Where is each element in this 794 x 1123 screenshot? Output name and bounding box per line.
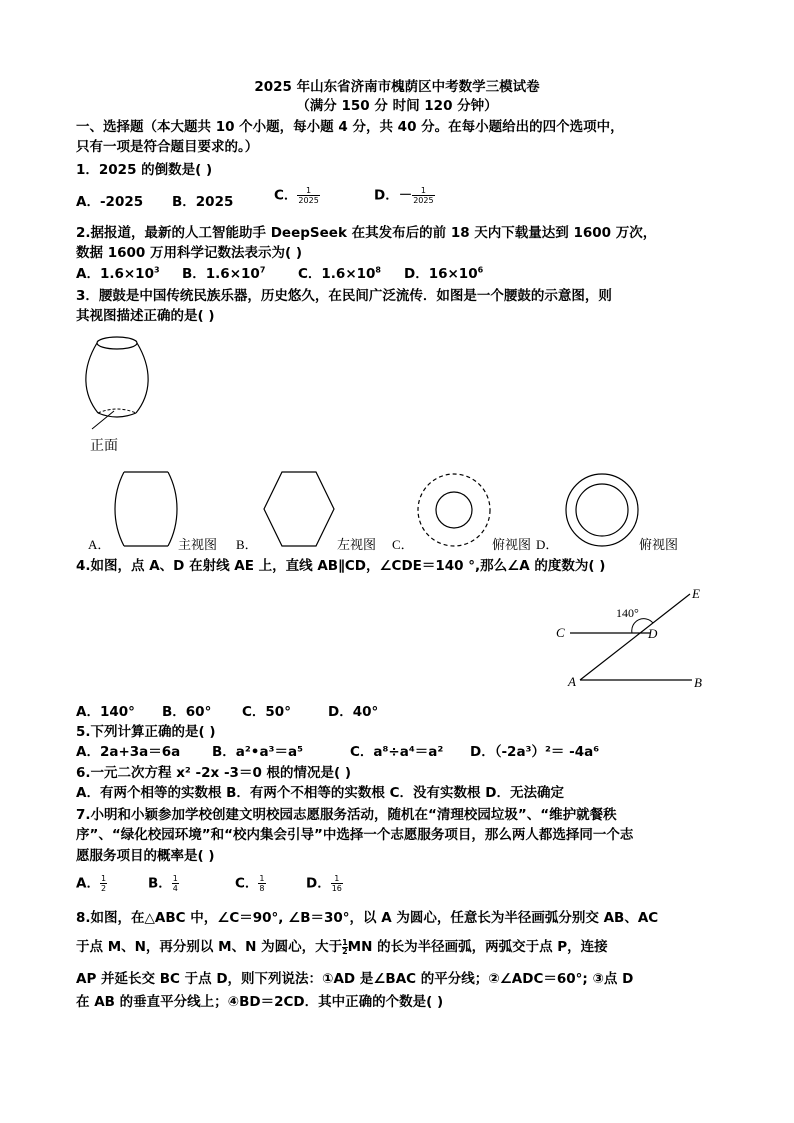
q3-option-b-shape: [262, 470, 338, 550]
q7-c-numerator: 1: [259, 874, 265, 883]
q2-b-exponent: 7: [259, 265, 266, 275]
drum-front-label: 正面: [90, 439, 118, 454]
q7-b-fraction: [172, 874, 179, 893]
q4-point-c: C: [556, 625, 565, 640]
q4-point-a: A: [568, 674, 576, 689]
q7-c-fraction: [258, 874, 265, 893]
q7-a-denominator: 2: [100, 884, 107, 893]
q3-option-c-shape: [416, 472, 492, 548]
q7-d-numerator: 1: [331, 874, 343, 884]
q7-a-numerator: 1: [100, 874, 107, 883]
q4-option-d: D．40°: [328, 704, 379, 720]
q8-half-denominator: 2: [342, 946, 348, 956]
q3-option-d-label: D．: [536, 537, 559, 552]
drum-figure: [84, 333, 164, 443]
q1-stem: 1．2025 的倒数是( ): [76, 162, 213, 178]
section-instructions-line2: 只有一项是符合题目要求的。）: [76, 139, 259, 155]
q2-option-d: [404, 265, 483, 283]
q4-point-b: B: [694, 675, 702, 690]
q7-option-c: [235, 874, 266, 893]
q1-option-d-label: D．－: [374, 187, 413, 204]
q3-option-c-label: C．: [392, 537, 414, 552]
q1-option-c: [274, 186, 320, 205]
q4-geometry-figure: [550, 588, 710, 688]
section-instructions-line1: 一、选择题（本大题共 10 个小题，每小题 4 分，共 40 分。在每小题给出的四个选项中，: [76, 119, 624, 135]
q2-option-b: [182, 265, 265, 283]
q3-option-b-caption: 左视图: [337, 537, 377, 552]
q5-stem: 5.下列计算正确的是( ): [76, 724, 216, 740]
q7-c-label: C．: [235, 875, 259, 892]
q3-option-d-caption: 俯视图: [639, 537, 679, 552]
q8-stem-line1: 8.如图，在△ABC 中，∠C＝90°, ∠B＝30°，以 A 为圆心，任意长为半径画弧分别交 AB、AC: [76, 910, 659, 926]
q8-line2-pre: 于点 M、N，再分别以 M、N 为圆心，大于: [76, 939, 343, 955]
q4-option-c: C．50°: [242, 704, 291, 720]
q8-stem-line2: [76, 938, 608, 956]
q7-b-numerator: 1: [172, 874, 178, 883]
q7-d-denominator: 16: [331, 884, 342, 893]
q7-option-a: [76, 874, 107, 893]
q2-a-exponent: 3: [153, 265, 160, 275]
q3-option-a-label: A．: [88, 537, 111, 552]
q8-line2-post: MN 的长为半径画弧，两弧交于点 P，连接: [347, 939, 608, 955]
q1-option-d: [374, 186, 435, 205]
q2-d-base: D．16×10: [404, 266, 478, 282]
q7-a-label: A．: [76, 875, 100, 892]
q7-option-b: [148, 874, 179, 893]
q2-option-a: [76, 265, 160, 283]
q4-point-d: D: [648, 626, 658, 641]
q1-d-denominator: 2025: [413, 196, 434, 205]
q4-stem: 4.如图，点 A、D 在射线 AE 上，直线 AB∥CD，∠CDE＝140 °,那么∠A 的度数为( ): [76, 558, 606, 574]
q7-option-d: [306, 874, 343, 893]
page-subtitle: （满分 150 分 时间 120 分钟）: [296, 98, 498, 114]
q2-stem-line2: 数据 1600 万用科学记数法表示为( ): [76, 245, 303, 261]
q4-option-a: A．140°: [76, 704, 135, 720]
q7-stem-line3: 愿服务项目的概率是( ): [76, 848, 215, 864]
q5-option-d: D．（-2a³）²＝ -4a⁶: [470, 744, 600, 760]
q3-option-d-shape: [564, 472, 640, 548]
q4-point-e: E: [692, 586, 700, 601]
q4-angle-label: 140°: [616, 606, 639, 620]
q3-stem-line1: 3．腰鼓是中国传统民族乐器，历史悠久，在民间广泛流传．如图是一个腰鼓的示意图，则: [76, 288, 612, 304]
q6-options: A．有两个相等的实数根 B．有两个不相等的实数根 C．没有实数根 D．无法确定: [76, 785, 564, 801]
q2-option-c: [298, 265, 381, 283]
q3-option-b-label: B．: [236, 537, 258, 552]
q5-option-a: A．2a+3a＝6a: [76, 744, 181, 760]
q8-half-numerator: 1: [342, 937, 348, 947]
q1-option-d-fraction: [412, 186, 434, 205]
q3-stem-line2: 其视图描述正确的是( ): [76, 308, 215, 324]
page-title: 2025 年山东省济南市槐荫区中考数学三模试卷: [254, 79, 540, 95]
q4-option-b: B．60°: [162, 704, 212, 720]
q7-c-denominator: 8: [259, 884, 265, 893]
q7-stem-line1: 7.小明和小颖参加学校创建文明校园志愿服务活动，随机在“清理校园垃圾”、“维护就餐秩: [76, 807, 617, 823]
q8-stem-line4: 在 AB 的垂直平分线上；④BD＝2CD．其中正确的个数是( ): [76, 994, 444, 1010]
q1-option-c-label: C．: [274, 187, 298, 204]
q1-c-numerator: 1: [297, 186, 319, 196]
q7-stem-line2: 序”、“绿化校园环境”和“校内集会引导”中选择一个志愿服务项目，那么两人都选择同一个志: [76, 827, 634, 843]
q1-option-c-fraction: [297, 186, 319, 205]
q2-c-exponent: 8: [375, 265, 381, 275]
q2-c-base: C．1.6×10: [298, 266, 376, 282]
q3-option-c-caption: 俯视图: [492, 537, 532, 552]
q2-a-base: A．1.6×10: [76, 266, 154, 282]
q8-stem-line3: AP 并延长交 BC 于点 D，则下列说法：①AD 是∠BAC 的平分线；②∠ADC＝60°; ③点 D: [76, 971, 634, 987]
q1-d-numerator: 1: [412, 186, 434, 196]
q1-option-b: B．2025: [172, 194, 234, 210]
q6-stem: 6.一元二次方程 x² -2x -3＝0 根的情况是( ): [76, 765, 352, 781]
q7-b-label: B．: [148, 875, 172, 892]
q7-a-fraction: [100, 874, 107, 893]
q7-d-label: D．: [306, 875, 331, 892]
q2-b-base: B．1.6×10: [182, 266, 260, 282]
q5-option-b: B．a²•a³＝a⁵: [212, 744, 303, 760]
q3-option-a-shape: [112, 470, 182, 550]
q7-b-denominator: 4: [172, 884, 178, 893]
q2-stem-line1: 2.据报道，最新的人工智能助手 DeepSeek 在其发布后的前 18 天内下载量达到 1600 万次，: [76, 225, 657, 241]
q3-option-a-caption: 主视图: [178, 537, 218, 552]
q1-c-denominator: 2025: [298, 196, 319, 205]
q2-d-exponent: 6: [477, 265, 484, 275]
q1-option-a: A．-2025: [76, 194, 144, 210]
q5-option-c: C．a⁸÷a⁴＝a²: [350, 744, 444, 760]
q7-d-fraction: [331, 874, 343, 893]
